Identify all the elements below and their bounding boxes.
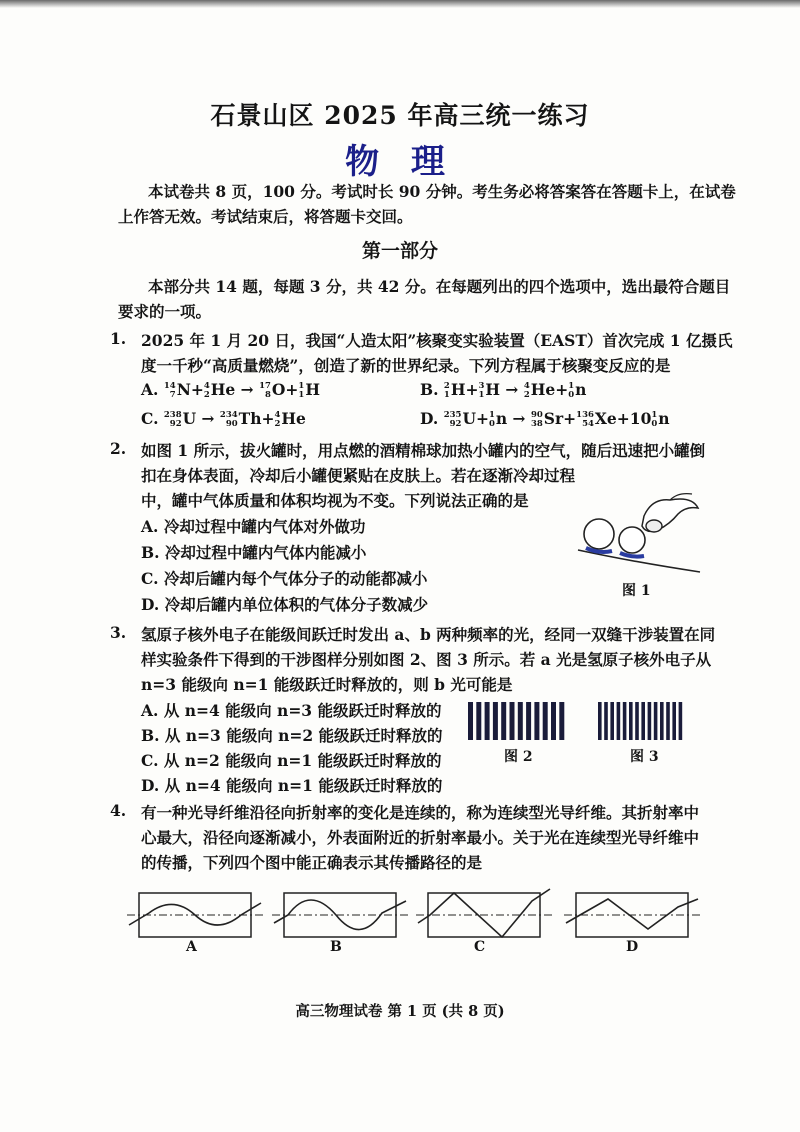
- fringe-bar: [559, 702, 564, 740]
- fringe-bar: [641, 702, 645, 740]
- q2-option-c[interactable]: C. 冷却后罐内每个气体分子的动能都减小: [141, 569, 428, 588]
- q1-option-d[interactable]: [420, 409, 670, 429]
- figure-2-caption: 图 2: [504, 749, 533, 765]
- cupping-figure: [574, 490, 704, 580]
- q1-option-b-letter: B.: [420, 380, 439, 399]
- subject-title: 物 理: [345, 142, 455, 182]
- q1-option-b[interactable]: [420, 380, 586, 400]
- fiber-diagram-d[interactable]: [562, 885, 702, 945]
- fringe-bar: [648, 702, 652, 740]
- q1-line-2: 度一千秒“高质量燃烧”，创造了新的世界纪录。下列方程属于核聚变反应的是: [141, 356, 671, 375]
- exam-title: 石景山区 2025 年高三统一练习: [210, 101, 590, 130]
- section-desc-line-1: 本部分共 14 题，每题 3 分，共 42 分。在每题列出的四个选项中，选出最符合题目: [148, 277, 731, 296]
- fringe-bar: [534, 702, 539, 740]
- q1-line-1: 2025 年 1 月 20 日，我国“人造太阳”核聚变实验装置（EAST）首次完成 1 亿摄氏: [141, 331, 733, 350]
- q3-option-a[interactable]: A. 从 n=4 能级向 n=3 能级跃迁时释放的: [141, 701, 442, 720]
- q2-option-a[interactable]: A. 冷却过程中罐内气体对外做功: [141, 517, 366, 536]
- q3-line-3: n=3 能级向 n=1 能级跃迁时释放的，则 b 光可能是: [141, 675, 513, 694]
- fringe-bar: [526, 702, 531, 740]
- q2-line-3: 中，罐中气体质量和体积均视为不变。下列说法正确的是: [141, 491, 529, 510]
- section-desc-line-2: 要求的一项。: [118, 302, 212, 321]
- fringe-bar: [672, 702, 676, 740]
- q2-option-d[interactable]: D. 冷却后罐内单位体积的气体分子数减少: [141, 595, 429, 614]
- q2-option-b[interactable]: B. 冷却过程中罐内气体内能减小: [141, 543, 367, 562]
- q1-option-c[interactable]: [141, 409, 306, 429]
- fringe-bar: [660, 702, 664, 740]
- q1-option-d-letter: D.: [420, 409, 439, 428]
- fringe-bar: [654, 702, 658, 740]
- fringe-bar: [468, 702, 473, 740]
- q2-number: 2.: [110, 439, 127, 458]
- q3-option-c[interactable]: C. 从 n=2 能级向 n=1 能级跃迁时释放的: [141, 751, 442, 770]
- fiber-label-a: A: [186, 939, 197, 955]
- intro-line-1: 本试卷共 8 页，100 分。考试时长 90 分钟。考生务必将答案答在答题卡上，在试卷: [148, 182, 736, 201]
- q3-number: 3.: [110, 623, 127, 642]
- fringe-bar: [629, 702, 633, 740]
- q1-option-b-equation: 2 1 H+ 3 1 H → 4 2 He+ 1 0 n: [443, 380, 587, 400]
- section-title: 第一部分: [361, 240, 438, 262]
- fringe-bar: [623, 702, 627, 740]
- fiber-diagram-a[interactable]: [125, 885, 265, 945]
- fringe-bar: [635, 702, 639, 740]
- figure-1-caption: 图 1: [622, 583, 651, 599]
- q3-option-b[interactable]: B. 从 n=3 能级向 n=2 能级跃迁时释放的: [141, 726, 443, 745]
- q1-option-d-equation: 235 92 U+ 1 0 n → 90 38 Sr+ 136 54 Xe+10 1 0 n: [443, 409, 670, 429]
- fringe-bar: [543, 702, 548, 740]
- q4-line-2: 心最大，沿径向逐渐减小，外表面附近的折射率最小。关于光在连续型光导纤维中: [141, 828, 700, 847]
- q3-option-d[interactable]: D. 从 n=4 能级向 n=1 能级跃迁时释放的: [141, 776, 443, 795]
- fringe-bar: [485, 702, 490, 740]
- scan-edge: [0, 0, 800, 8]
- q4-line-3: 的传播，下列四个图中能正确表示其传播路径的是: [141, 853, 483, 872]
- fringe-bar: [610, 702, 614, 740]
- fiber-label-d: D: [626, 939, 639, 955]
- fringe-bar: [666, 702, 670, 740]
- figure-3-caption: 图 3: [630, 749, 659, 765]
- q3-line-1: 氢原子核外电子在能级间跃迁时发出 a、b 两种频率的光，经同一双缝干涉装置在同: [141, 625, 716, 644]
- fringe-bar: [604, 702, 608, 740]
- page-footer: 高三物理试卷 第 1 页 (共 8 页): [295, 1003, 505, 1020]
- fringe-bar: [598, 702, 602, 740]
- fringe-bar: [551, 702, 556, 740]
- fiber-diagram-c[interactable]: [414, 885, 554, 945]
- q1-option-a[interactable]: [141, 380, 320, 400]
- interference-pattern-fig3: [598, 702, 686, 740]
- q1-option-a-letter: A.: [141, 380, 159, 399]
- fiber-diagram-b[interactable]: [270, 885, 410, 945]
- intro-line-2: 上作答无效。考试结束后，将答题卡交回。: [118, 207, 413, 226]
- q1-option-c-equation: 238 92 U → 234 90 Th+ 4 2 He: [163, 409, 306, 429]
- fiber-label-b: B: [330, 939, 342, 955]
- fringe-bar: [518, 702, 523, 740]
- q4-line-1: 有一种光导纤维沿径向折射率的变化是连续的，称为连续型光导纤维。其折射率中: [141, 803, 700, 822]
- fringe-bar: [510, 702, 515, 740]
- q2-line-2: 扣在身体表面，冷却后小罐便紧贴在皮肤上。若在逐渐冷却过程: [141, 466, 576, 485]
- q1-option-a-equation: 14 7 N+ 4 2 He → 17 8 O+ 1 1 H: [163, 380, 320, 400]
- interference-pattern-fig2: [468, 702, 566, 740]
- fringe-bar: [493, 702, 498, 740]
- fringe-bar: [476, 702, 481, 740]
- q4-number: 4.: [110, 801, 127, 820]
- q1-option-c-letter: C.: [141, 409, 159, 428]
- fringe-bar: [501, 702, 506, 740]
- q2-line-1: 如图 1 所示，拔火罐时，用点燃的酒精棉球加热小罐内的空气，随后迅速把小罐倒: [141, 441, 706, 460]
- fringe-bar: [617, 702, 621, 740]
- fringe-bar: [679, 702, 683, 740]
- q3-line-2: 样实验条件下得到的干涉图样分别如图 2、图 3 所示。若 a 光是氢原子核外电子从: [141, 650, 712, 669]
- fiber-label-c: C: [474, 939, 486, 955]
- q1-number: 1.: [110, 329, 127, 348]
